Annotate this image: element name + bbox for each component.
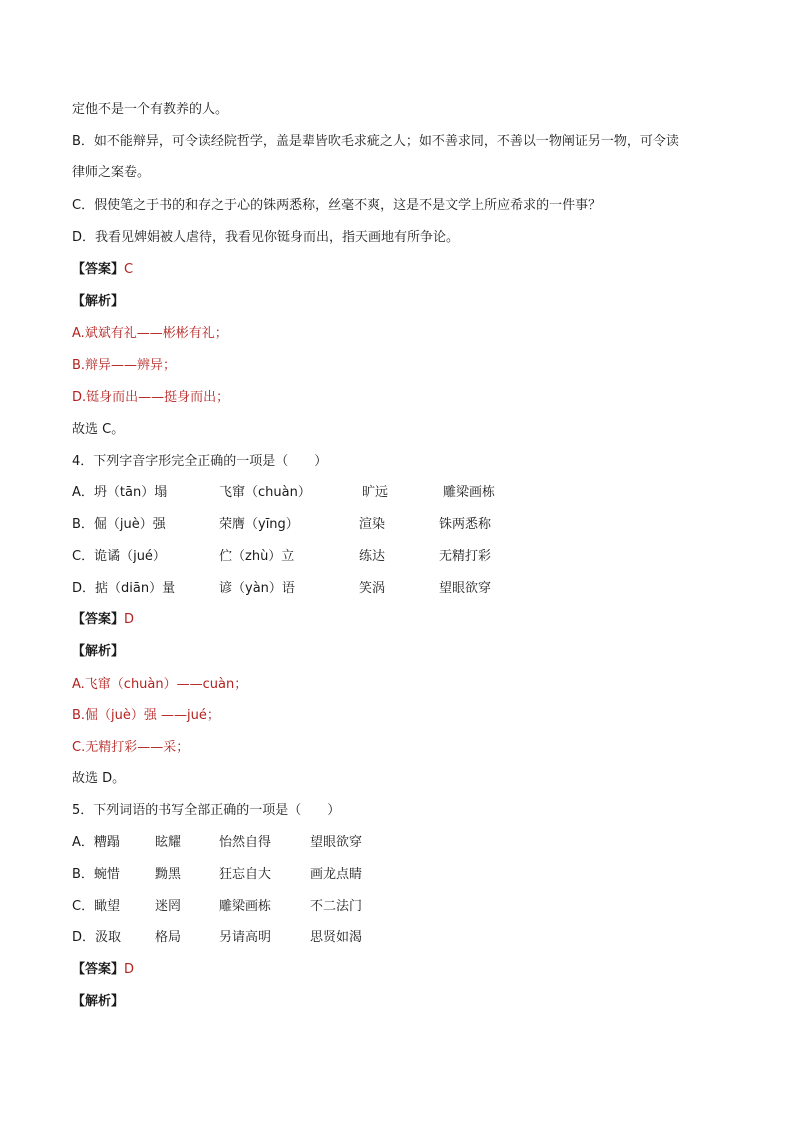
q4-option-row-a: A．坍（tān）塌 飞窜（chuàn） 旷远 雕梁画栋 — [72, 485, 496, 500]
q3-analysis-b: B.辩异——辨异； — [72, 358, 177, 373]
q4-analysis-label: 【解析】 — [72, 644, 125, 659]
answer-label: 【答案】 — [72, 962, 125, 977]
q5-answer — [72, 960, 134, 980]
q5-option-row-c: C．瞰望 迷罔 雕梁画栋 不二法门 — [72, 899, 363, 914]
q3-option-d: D．我看见婢娟被人虐待，我看见你铤身而出，指天画地有所争论。 — [72, 230, 460, 245]
q5-option-row-d: D．汲取 格局 另请高明 思贤如渴 — [72, 930, 363, 945]
answer-label: 【答案】 — [72, 262, 125, 277]
q4-question: 4．下列字音字形完全正确的一项是（ ） — [72, 454, 328, 469]
q3-option-a-continuation: 定他不是一个有教养的人。 — [72, 102, 229, 117]
q4-answer — [72, 610, 134, 630]
q5-question: 5．下列词语的书写全部正确的一项是（ ） — [72, 803, 341, 818]
answer-label: 【答案】 — [72, 612, 125, 627]
q4-option-row-d: D．掂（diān）量 谚（yàn）语 笑涡 望眼欲穿 — [72, 581, 492, 596]
q3-analysis-a: A.斌斌有礼——彬彬有礼； — [72, 326, 228, 341]
answer-value: D — [124, 962, 135, 977]
q5-option-row-a: A．糟蹋 眩耀 怡然自得 望眼欲穿 — [72, 835, 363, 850]
answer-value: C — [124, 262, 134, 277]
q3-conclusion: 故选 C。 — [72, 422, 125, 437]
q3-option-b-line2: 律师之案卷。 — [72, 165, 151, 180]
q5-analysis-label: 【解析】 — [72, 994, 125, 1009]
q3-analysis-d: D.铤身而出——挺身而出； — [72, 390, 230, 405]
q4-analysis-c: C.无精打彩——采； — [72, 740, 190, 755]
q4-option-row-c: C．诡谲（jué） 伫（zhù）立 练达 无精打彩 — [72, 549, 492, 564]
q5-option-row-b: B．蜿惜 黝黑 狂忘自大 画龙点睛 — [72, 867, 363, 882]
q3-analysis-label: 【解析】 — [72, 294, 125, 309]
q3-answer — [72, 260, 133, 280]
q4-option-row-b: B．倔（juè）强 荣膺（yīng） 渲染 铢两悉称 — [72, 517, 492, 532]
answer-value: D — [124, 612, 135, 627]
q3-option-c: C．假使笔之于书的和存之于心的铢两悉称，丝毫不爽，这是不是文学上所应希求的一件事？ — [72, 198, 602, 213]
q4-analysis-b: B.倔（juè）强 ——jué； — [72, 708, 220, 723]
q3-option-b-line1: B．如不能辩异，可令读经院哲学，盖是辈皆吹毛求疵之人；如不善求同，不善以一物阐证另一物，可令读 — [72, 134, 679, 149]
q4-conclusion: 故选 D。 — [72, 771, 126, 786]
q4-analysis-a: A.飞窜（chuàn）——cuàn； — [72, 677, 248, 692]
